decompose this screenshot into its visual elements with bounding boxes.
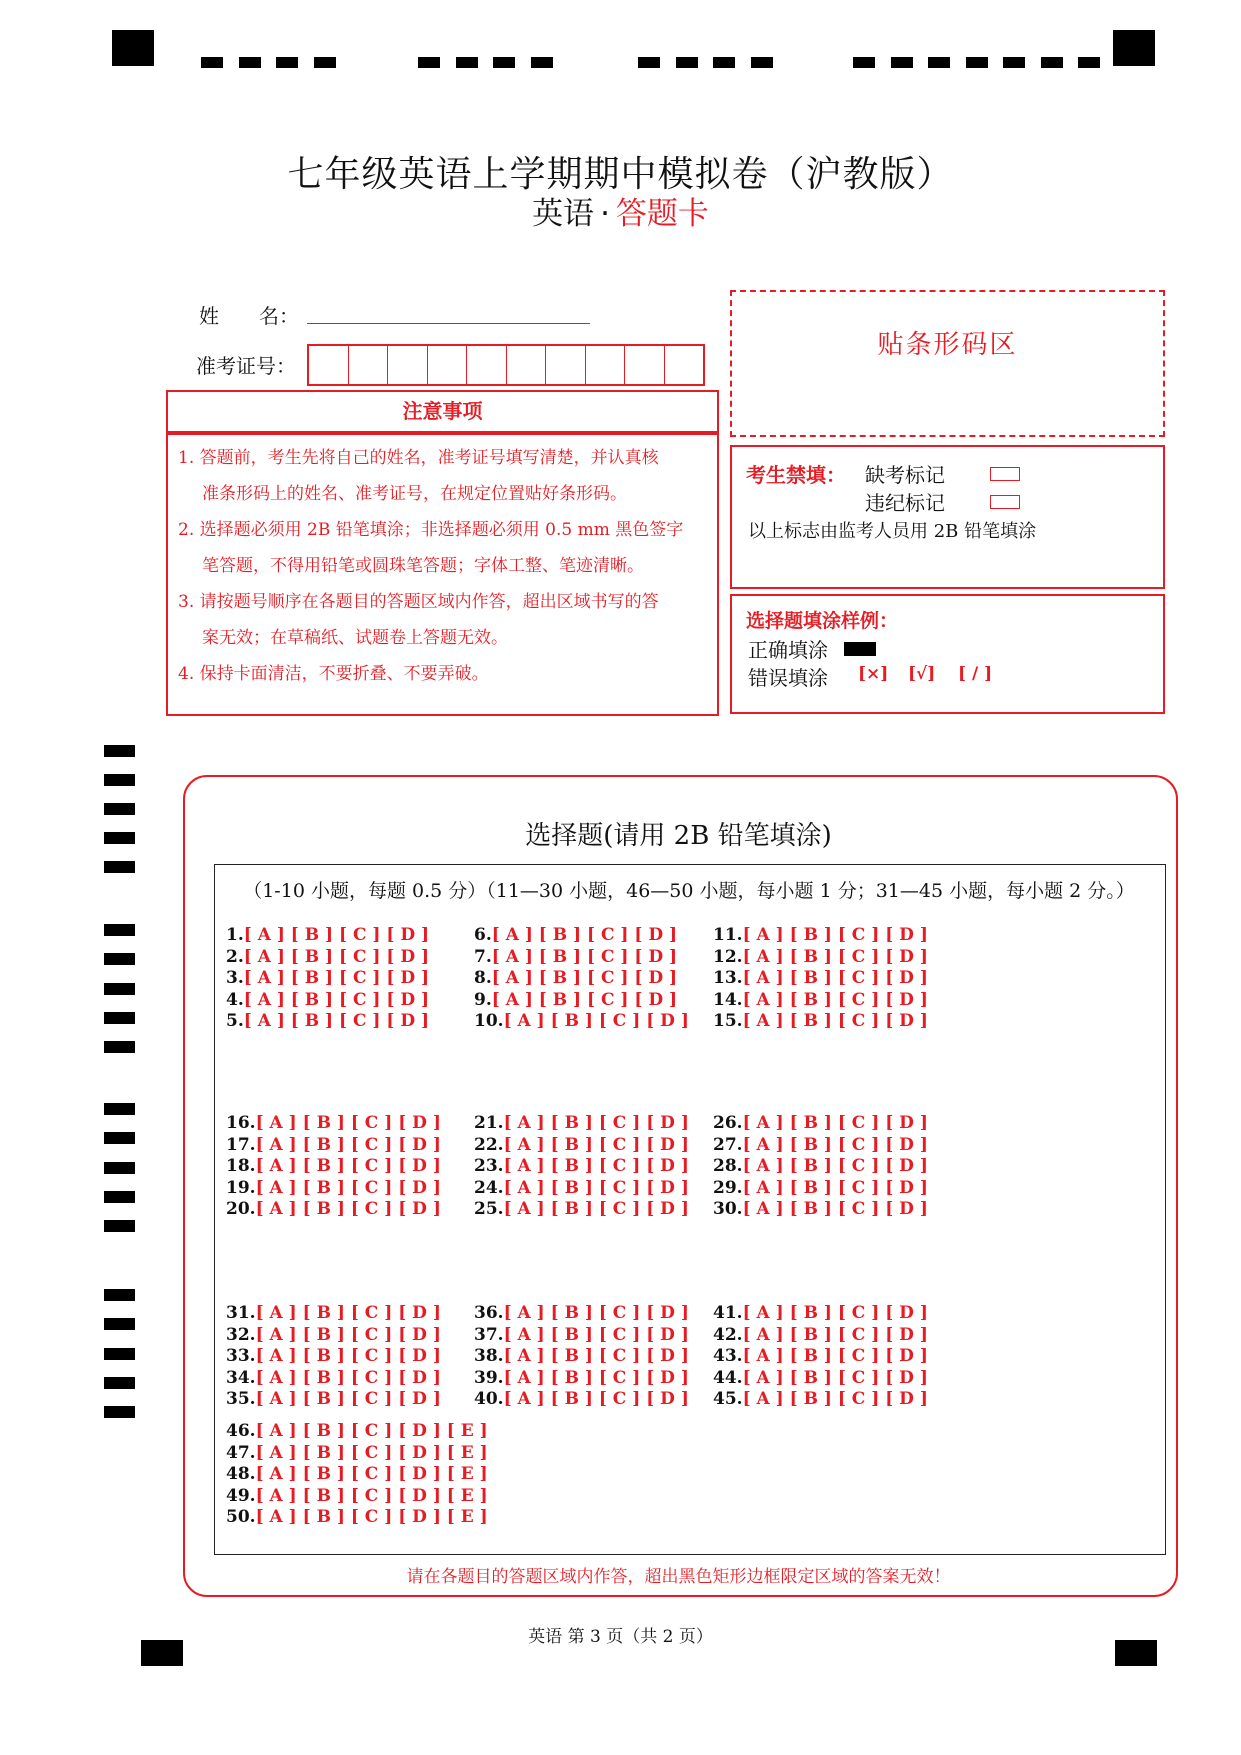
id-digit-box[interactable] [507, 346, 547, 384]
answer-options[interactable]: [ A ] [ B ] [ C ] [ D ] [243, 968, 430, 988]
subtitle-subject: 英语 [532, 196, 595, 232]
scoring-note: （1-10 小题，每题 0.5 分）（11—30 小题，46—50 小题，每小题 1 分；31—45 小题，每小题 2 分。） [243, 880, 1135, 902]
question-number: 5. [226, 1011, 244, 1031]
answer-options[interactable]: [ A ] [ B ] [ C ] [ D ] [491, 968, 678, 988]
timing-mark [531, 57, 553, 68]
question-row[interactable] [474, 1011, 689, 1031]
area-warning: 请在各题目的答题区域内作答，超出黑色矩形边框限定区域的答案无效！ [406, 1567, 951, 1587]
question-number: 17. [226, 1134, 256, 1155]
answer-options[interactable]: [ A ] [ B ] [ C ] [ D ] [255, 1156, 441, 1176]
question-number: 18. [226, 1156, 256, 1176]
timing-mark [104, 774, 135, 786]
timing-mark [104, 953, 135, 965]
question-number: 50. [226, 1507, 256, 1527]
answer-options[interactable]: [ A ] [ B ] [ C ] [ D ] [243, 946, 430, 967]
question-row[interactable] [226, 1368, 441, 1388]
question-number: 49. [226, 1485, 256, 1506]
question-row[interactable] [226, 925, 429, 945]
choice-section-title: 选择题(请用 2B 铅笔填涂) [525, 821, 832, 851]
answer-options[interactable]: [ A ] [ B ] [ C ] [ D ] [503, 1389, 689, 1409]
answer-options[interactable]: [ A ] [ B ] [ C ] [ D ] [742, 1134, 928, 1155]
timing-mark [314, 57, 336, 68]
timing-mark [239, 57, 261, 68]
answer-options[interactable]: [ A ] [ B ] [ C ] [ D ] [491, 946, 678, 967]
wrong-fill-label: 错误填涂 [748, 666, 828, 690]
id-digit-boxes[interactable] [307, 344, 705, 386]
answer-options[interactable]: [ A ] [ B ] [ C ] [ D ] [503, 1113, 689, 1133]
answer-options[interactable]: [ A ] [ B ] [ C ] [ D ] [742, 1324, 928, 1345]
question-number: 4. [226, 989, 244, 1010]
timing-mark [751, 57, 773, 68]
question-row[interactable] [713, 1325, 928, 1345]
question-row[interactable] [713, 1346, 928, 1366]
question-row[interactable] [226, 1178, 441, 1198]
answer-options[interactable]: [ A ] [ B ] [ C ] [ D ] [742, 1367, 928, 1388]
id-digit-box[interactable] [625, 346, 665, 384]
timing-mark [104, 745, 135, 757]
question-number: 43. [713, 1346, 743, 1366]
violation-checkbox[interactable] [990, 495, 1020, 509]
answer-options[interactable]: [ A ] [ B ] [ C ] [ D ] [255, 1346, 441, 1366]
question-number: 11. [713, 925, 743, 945]
wrong-mark-x: [×] [858, 664, 889, 684]
absent-checkbox[interactable] [990, 467, 1020, 481]
barcode-area [730, 290, 1165, 437]
answer-options[interactable]: [ A ] [ B ] [ C ] [ D ] [503, 1367, 689, 1388]
answer-options[interactable]: [ A ] [ B ] [ C ] [ D ] [742, 968, 928, 988]
question-row[interactable] [226, 1346, 441, 1366]
answer-options[interactable]: [ A ] [ B ] [ C ] [ D ] [255, 1177, 441, 1198]
violation-label: 违纪标记 [865, 491, 945, 515]
proctor-only-box [730, 445, 1165, 589]
notice-line: 笔答题，不得用铅笔或圆珠笔答题；字体工整、笔迹清晰。 [202, 556, 644, 576]
question-row[interactable] [713, 1368, 928, 1388]
timing-mark [104, 1041, 135, 1053]
notice-line: 4. 保持卡面清洁，不要折叠、不要弄破。 [178, 664, 489, 684]
timing-mark [104, 803, 135, 815]
question-row[interactable] [474, 947, 677, 967]
answer-options[interactable]: [ A ] [ B ] [ C ] [ D ] [503, 1134, 689, 1155]
question-row[interactable] [226, 990, 429, 1010]
notice-line: 准条形码上的姓名、准考证号，在规定位置贴好条形码。 [202, 484, 627, 504]
timing-mark [104, 832, 135, 844]
answer-options[interactable]: [ A ] [ B ] [ C ] [ D ] [742, 1156, 928, 1176]
question-number: 1. [226, 925, 244, 945]
question-number: 46. [226, 1421, 256, 1441]
timing-mark [966, 57, 988, 68]
question-row[interactable] [474, 968, 677, 988]
question-row[interactable] [226, 1421, 488, 1441]
question-number: 33. [226, 1346, 256, 1366]
timing-mark [418, 57, 440, 68]
timing-mark [104, 1191, 135, 1203]
question-row[interactable] [226, 1389, 441, 1409]
answer-options[interactable]: [ A ] [ B ] [ C ] [ D ] [255, 1134, 441, 1155]
question-number: 45. [713, 1389, 743, 1409]
question-row[interactable] [474, 1113, 689, 1133]
answer-options[interactable]: [ A ] [ B ] [ C ] [ D ] [503, 1156, 689, 1176]
name-label: 姓 名： [199, 304, 299, 328]
answer-options[interactable]: [ A ] [ B ] [ C ] [ D ] [ E ] [255, 1485, 488, 1506]
question-row[interactable] [474, 1303, 689, 1323]
question-number: 38. [474, 1346, 504, 1366]
question-row[interactable] [474, 1199, 689, 1219]
answer-options[interactable]: [ A ] [ B ] [ C ] [ D ] [503, 1011, 689, 1031]
timing-mark [1003, 57, 1025, 68]
question-number: 23. [474, 1156, 504, 1176]
answer-options[interactable]: [ A ] [ B ] [ C ] [ D ] [742, 1113, 928, 1133]
question-row[interactable] [713, 990, 928, 1010]
question-number: 32. [226, 1324, 256, 1345]
notice-heading: 注意事项 [166, 390, 719, 433]
question-number: 22. [474, 1134, 504, 1155]
notice-body [166, 433, 719, 716]
wrong-mark-slash: [ / ] [958, 664, 993, 684]
answer-options[interactable]: [ A ] [ B ] [ C ] [ D ] [243, 1011, 430, 1031]
timing-mark [713, 57, 735, 68]
question-row[interactable] [226, 1156, 441, 1176]
question-number: 10. [474, 1011, 504, 1031]
notice-line: 3. 请按题号顺序在各题目的答题区域内作答，超出区域书写的答 [178, 592, 659, 612]
question-row[interactable] [713, 1011, 928, 1031]
question-row[interactable] [474, 925, 677, 945]
correct-fill-label: 正确填涂 [748, 638, 828, 662]
answer-options[interactable]: [ A ] [ B ] [ C ] [ D ] [503, 1199, 689, 1219]
answer-options[interactable]: [ A ] [ B ] [ C ] [ D ] [255, 1367, 441, 1388]
id-digit-box[interactable] [309, 346, 349, 384]
answer-options[interactable]: [ A ] [ B ] [ C ] [ D ] [503, 1303, 689, 1323]
answer-options[interactable]: [ A ] [ B ] [ C ] [ D ] [ E ] [255, 1464, 488, 1484]
question-number: 8. [474, 968, 492, 988]
answer-options[interactable]: [ A ] [ B ] [ C ] [ D ] [742, 925, 928, 945]
question-number: 21. [474, 1113, 504, 1133]
timing-mark [638, 57, 660, 68]
question-number: 35. [226, 1389, 256, 1409]
timing-mark [891, 57, 913, 68]
question-row[interactable] [713, 1156, 928, 1176]
question-row[interactable] [713, 1113, 928, 1133]
proctor-note: 以上标志由监考人员用 2B 铅笔填涂 [748, 521, 1037, 542]
wrong-mark-check: [√] [908, 664, 936, 684]
question-number: 15. [713, 1011, 743, 1031]
question-row[interactable] [713, 947, 928, 967]
notice-line: 1. 答题前，考生先将自己的姓名，准考证号填写清楚，并认真核 [178, 448, 659, 468]
question-row[interactable] [474, 1346, 689, 1366]
question-row[interactable] [713, 1135, 928, 1155]
timing-mark [104, 1220, 135, 1232]
question-row[interactable] [713, 1389, 928, 1409]
question-row[interactable] [713, 1178, 928, 1198]
question-number: 16. [226, 1113, 256, 1133]
question-number: 12. [713, 946, 743, 967]
id-digit-box[interactable] [586, 346, 626, 384]
id-digit-box[interactable] [467, 346, 507, 384]
answer-options[interactable]: [ A ] [ B ] [ C ] [ D ] [ E ] [255, 1442, 488, 1463]
answer-options[interactable]: [ A ] [ B ] [ C ] [ D ] [742, 1011, 928, 1031]
question-row[interactable] [226, 1113, 441, 1133]
subtitle-dot: · [600, 196, 610, 232]
question-number: 37. [474, 1324, 504, 1345]
answer-options[interactable]: [ A ] [ B ] [ C ] [ D ] [742, 1389, 928, 1409]
question-number: 41. [713, 1303, 743, 1323]
answer-options[interactable]: [ A ] [ B ] [ C ] [ D ] [243, 925, 430, 945]
timing-mark [104, 983, 135, 995]
timing-mark [493, 57, 515, 68]
answer-options[interactable]: [ A ] [ B ] [ C ] [ D ] [503, 1346, 689, 1366]
question-number: 44. [713, 1367, 743, 1388]
answer-options[interactable]: [ A ] [ B ] [ C ] [ D ] [742, 946, 928, 967]
question-row[interactable] [713, 1199, 928, 1219]
question-row[interactable] [226, 1011, 429, 1031]
answer-options[interactable]: [ A ] [ B ] [ C ] [ D ] [742, 1177, 928, 1198]
answer-options[interactable]: [ A ] [ B ] [ C ] [ D ] [255, 1113, 441, 1133]
answer-options[interactable]: [ A ] [ B ] [ C ] [ D ] [ E ] [255, 1421, 488, 1441]
example-title: 选择题填涂样例： [746, 610, 899, 632]
question-number: 36. [474, 1303, 504, 1323]
timing-mark [104, 861, 135, 873]
timing-mark [1041, 57, 1063, 68]
question-number: 30. [713, 1199, 743, 1219]
timing-mark [676, 57, 698, 68]
timing-mark [456, 57, 478, 68]
timing-mark [276, 57, 298, 68]
notice-line: 案无效；在草稿纸、试题卷上答题无效。 [202, 628, 508, 648]
question-number: 9. [474, 989, 492, 1010]
answer-options[interactable]: [ A ] [ B ] [ C ] [ D ] [491, 989, 678, 1010]
answer-options[interactable]: [ A ] [ B ] [ C ] [ D ] [742, 989, 928, 1010]
correct-fill-mark [844, 642, 876, 656]
timing-mark [104, 1348, 135, 1360]
answer-options[interactable]: [ A ] [ B ] [ C ] [ D ] [ E ] [255, 1507, 488, 1527]
question-row[interactable] [474, 1368, 689, 1388]
fill-example-box [730, 594, 1165, 714]
timing-mark [104, 1289, 135, 1301]
question-row[interactable] [474, 1135, 689, 1155]
question-number: 14. [713, 989, 743, 1010]
question-number: 39. [474, 1367, 504, 1388]
answer-options[interactable]: [ A ] [ B ] [ C ] [ D ] [503, 1324, 689, 1345]
notice-line: 2. 选择题必须用 2B 铅笔填涂；非选择题必须用 0.5 mm 黑色签字 [178, 520, 684, 540]
answer-options[interactable]: [ A ] [ B ] [ C ] [ D ] [243, 989, 430, 1010]
question-row[interactable] [713, 968, 928, 988]
question-number: 2. [226, 946, 244, 967]
page-number: 英语 第 3 页（共 2 页） [528, 1627, 713, 1647]
id-digit-box[interactable] [428, 346, 468, 384]
question-row[interactable] [713, 925, 928, 945]
timing-mark [104, 1012, 135, 1024]
page-subtitle [0, 188, 1241, 233]
question-row[interactable] [226, 1486, 488, 1506]
question-number: 20. [226, 1199, 256, 1219]
answer-options[interactable]: [ A ] [ B ] [ C ] [ D ] [503, 1177, 689, 1198]
question-number: 6. [474, 925, 492, 945]
timing-mark [104, 924, 135, 936]
answer-options[interactable]: [ A ] [ B ] [ C ] [ D ] [742, 1346, 928, 1366]
timing-mark [104, 1318, 135, 1330]
question-row[interactable] [226, 1443, 488, 1463]
question-number: 25. [474, 1199, 504, 1219]
question-number: 7. [474, 946, 492, 967]
question-row[interactable] [474, 1156, 689, 1176]
timing-mark [853, 57, 875, 68]
question-row[interactable] [226, 1303, 441, 1323]
timing-mark [104, 1162, 135, 1174]
answer-options[interactable]: [ A ] [ B ] [ C ] [ D ] [255, 1199, 441, 1219]
timing-mark [1078, 57, 1100, 68]
answer-options[interactable]: [ A ] [ B ] [ C ] [ D ] [491, 925, 678, 945]
question-row[interactable] [226, 1464, 488, 1484]
id-digit-box[interactable] [665, 346, 704, 384]
question-number: 3. [226, 968, 244, 988]
answer-options[interactable]: [ A ] [ B ] [ C ] [ D ] [742, 1199, 928, 1219]
name-line[interactable] [307, 323, 590, 324]
question-number: 42. [713, 1324, 743, 1345]
question-row[interactable] [226, 1325, 441, 1345]
absent-label: 缺考标记 [865, 463, 945, 487]
question-number: 47. [226, 1442, 256, 1463]
question-row[interactable] [226, 1199, 441, 1219]
timing-mark [104, 1377, 135, 1389]
question-row[interactable] [474, 1178, 689, 1198]
question-row[interactable] [474, 1389, 689, 1409]
timing-mark [928, 57, 950, 68]
barcode-label: 贴条形码区 [877, 330, 1018, 360]
question-number: 28. [713, 1156, 743, 1176]
question-number: 29. [713, 1177, 743, 1198]
question-row[interactable] [226, 1507, 488, 1527]
subtitle-card: 答题卡 [615, 196, 709, 232]
question-number: 40. [474, 1389, 504, 1409]
answer-options[interactable]: [ A ] [ B ] [ C ] [ D ] [255, 1389, 441, 1409]
timing-mark [201, 57, 223, 68]
question-number: 13. [713, 968, 743, 988]
id-digit-box[interactable] [349, 346, 389, 384]
corner-mark-top-right [1113, 30, 1155, 66]
answer-options[interactable]: [ A ] [ B ] [ C ] [ D ] [255, 1324, 441, 1345]
question-number: 24. [474, 1177, 504, 1198]
corner-mark-top-left [112, 30, 154, 66]
question-number: 31. [226, 1303, 256, 1323]
timing-mark [104, 1103, 135, 1115]
page-title: 七年级英语上学期期中模拟卷（沪教版） [287, 154, 954, 195]
question-number: 34. [226, 1367, 256, 1388]
question-row[interactable] [713, 1303, 928, 1323]
question-number: 27. [713, 1134, 743, 1155]
answer-options[interactable]: [ A ] [ B ] [ C ] [ D ] [255, 1303, 441, 1323]
id-label: 准考证号： [196, 354, 296, 378]
timing-mark [104, 1132, 135, 1144]
question-row[interactable] [474, 990, 677, 1010]
question-number: 48. [226, 1464, 256, 1484]
question-row[interactable] [226, 968, 429, 988]
question-number: 26. [713, 1113, 743, 1133]
question-row[interactable] [226, 947, 429, 967]
answer-options[interactable]: [ A ] [ B ] [ C ] [ D ] [742, 1303, 928, 1323]
question-number: 19. [226, 1177, 256, 1198]
timing-mark [104, 1406, 135, 1418]
id-digit-box[interactable] [546, 346, 586, 384]
question-row[interactable] [226, 1135, 441, 1155]
question-row[interactable] [474, 1325, 689, 1345]
proctor-title: 考生禁填： [746, 463, 846, 487]
id-digit-box[interactable] [388, 346, 428, 384]
